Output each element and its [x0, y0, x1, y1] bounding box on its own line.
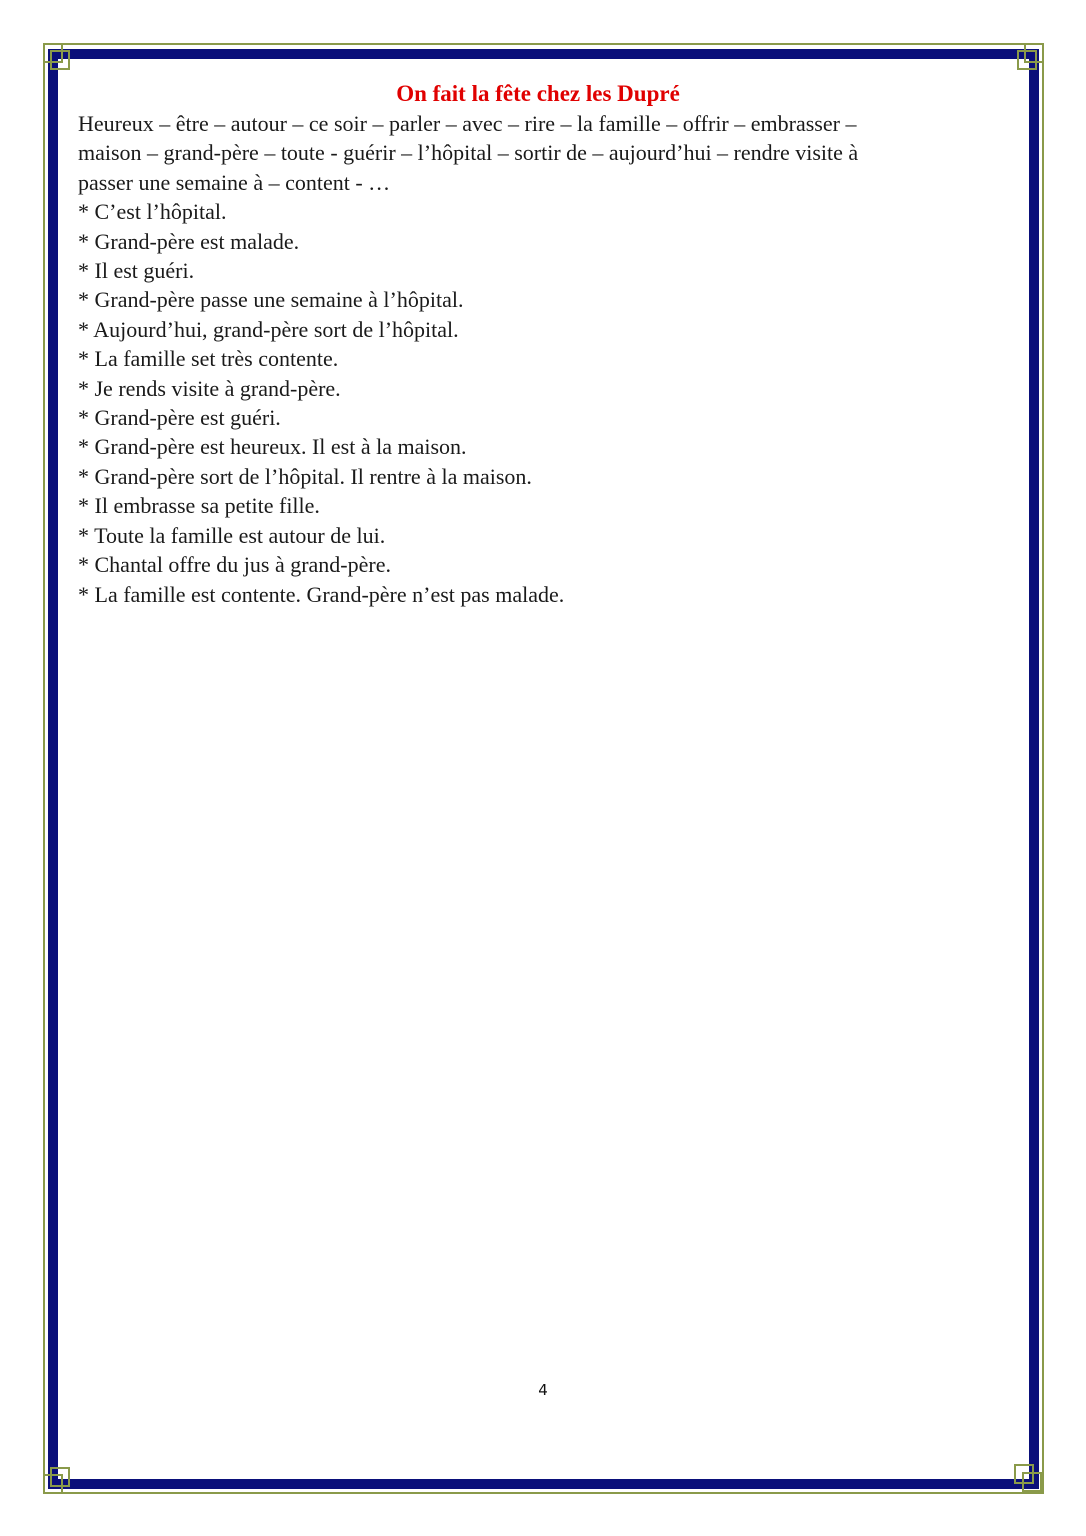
- page-content: [78, 80, 998, 609]
- sentence: * Je rends visite à grand-père.: [78, 375, 341, 401]
- vocabulary-list: [78, 109, 998, 197]
- vocabulary-line: Heureux – être – autour – ce soir – parler – avec – rire – la famille – offrir – embrasser –: [78, 111, 857, 136]
- sentence: * La famille est contente. Grand-père n’est pas malade.: [78, 581, 565, 607]
- page-number: 4: [538, 1381, 548, 1399]
- sentence: * Grand-père est malade.: [78, 228, 300, 254]
- border-corner-ornament: [1017, 50, 1037, 70]
- vocabulary-line: passer une semaine à – content - …: [78, 169, 391, 195]
- sentence: * Grand-père est heureux. Il est à la maison.: [78, 434, 467, 460]
- border-corner-ornament: [50, 1467, 70, 1487]
- border-corner-ornament: [1014, 1464, 1034, 1484]
- sentence: * Il est guéri.: [78, 258, 195, 284]
- sentence: * Grand-père passe une semaine à l’hôpital.: [78, 287, 464, 313]
- sentence: * Il embrasse sa petite fille.: [78, 493, 320, 519]
- sentence: * Aujourd’hui, grand-père sort de l’hôpital.: [78, 316, 459, 342]
- page-title: On fait la fête chez les Dupré: [396, 81, 680, 106]
- sentence: * La famille set très contente.: [78, 346, 339, 372]
- sentence-list: [78, 197, 998, 609]
- sentence: * Grand-père est guéri.: [78, 405, 281, 431]
- sentence: * Grand-père sort de l’hôpital. Il rentre à la maison.: [78, 463, 532, 489]
- sentence: * C’est l’hôpital.: [78, 199, 227, 225]
- sentence: * Toute la famille est autour de lui.: [78, 522, 386, 548]
- vocabulary-line: maison – grand-père – toute - guérir – l’hôpital – sortir de – aujourd’hui – rendre visite à: [78, 140, 859, 166]
- border-corner-ornament: [50, 50, 70, 70]
- sentence: * Chantal offre du jus à grand-père.: [78, 552, 391, 578]
